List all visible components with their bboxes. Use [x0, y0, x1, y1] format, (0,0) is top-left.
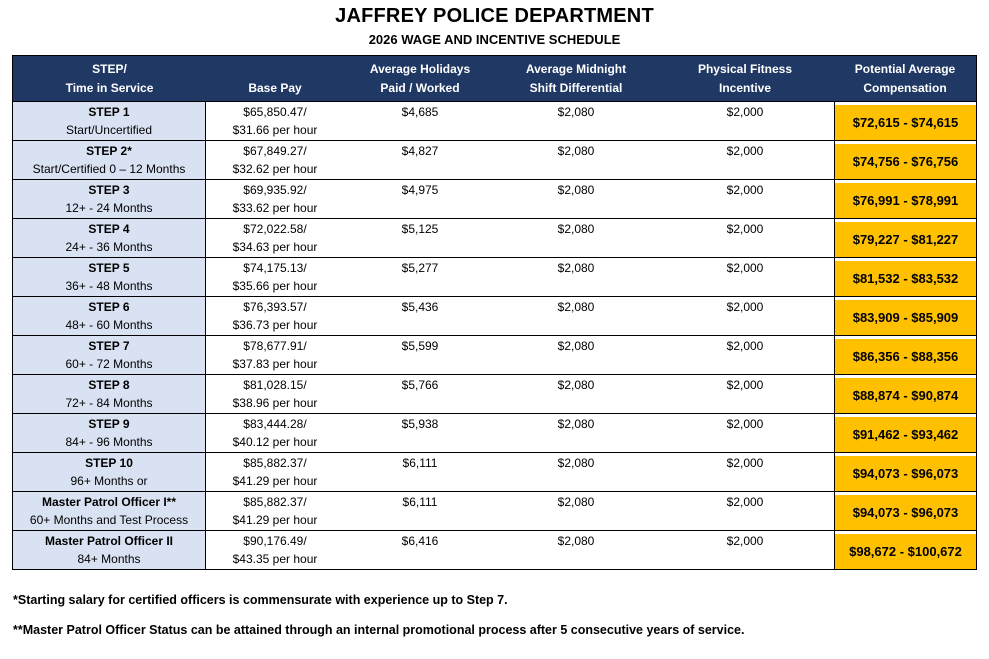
holidays-cell: $5,599 [401, 339, 439, 353]
base-pay-cell [206, 336, 344, 374]
step-cell [13, 297, 206, 335]
base-annual-value: $90,176.49/ [243, 534, 307, 548]
compensation-highlight: $81,532 - $83,532 [835, 261, 976, 296]
table-header-row [13, 56, 976, 101]
service-label: 96+ Months or [70, 474, 148, 488]
step-cell [13, 414, 206, 452]
compensation-cell [834, 219, 976, 257]
midnight-differential-cell: $2,080 [557, 378, 595, 392]
service-label: 24+ - 36 Months [65, 240, 153, 254]
wage-table [12, 55, 977, 570]
step-cell [13, 531, 206, 569]
fitness-incentive-cell: $2,000 [726, 417, 764, 431]
step-label: STEP 2* [86, 144, 132, 158]
fitness-incentive-cell: $2,000 [726, 222, 764, 236]
step-cell [13, 102, 206, 140]
column-header-fitness [656, 56, 834, 101]
compensation-cell [834, 258, 976, 296]
column-header-holidays-line2: Paid / Worked [380, 80, 460, 95]
step-cell [13, 453, 206, 491]
compensation-highlight: $72,615 - $74,615 [835, 105, 976, 140]
column-header-compensation-line2: Compensation [863, 80, 947, 95]
compensation-highlight: $74,756 - $76,756 [835, 144, 976, 179]
midnight-differential-cell: $2,080 [557, 456, 595, 470]
service-label: 12+ - 24 Months [65, 201, 153, 215]
table-row [13, 140, 976, 179]
midnight-differential-cell: $2,080 [557, 417, 595, 431]
base-annual-value: $76,393.57/ [243, 300, 307, 314]
base-hourly-value: $38.96 per hour [232, 396, 318, 410]
base-annual-value: $69,935.92/ [243, 183, 307, 197]
step-cell [13, 492, 206, 530]
midnight-differential-cell: $2,080 [557, 144, 595, 158]
fitness-incentive-cell: $2,000 [726, 339, 764, 353]
page-subtitle: 2026 WAGE AND INCENTIVE SCHEDULE [368, 32, 621, 47]
compensation-cell [834, 180, 976, 218]
service-label: 60+ Months and Test Process [29, 513, 189, 527]
base-hourly-value: $36.73 per hour [232, 318, 318, 332]
midnight-differential-cell: $2,080 [557, 261, 595, 275]
page [0, 5, 989, 637]
midnight-differential-cell: $2,080 [557, 105, 595, 119]
column-header-fitness-line2: Incentive [718, 80, 772, 95]
base-annual-value: $74,175.13/ [243, 261, 307, 275]
compensation-cell [834, 336, 976, 374]
compensation-cell [834, 414, 976, 452]
step-label: STEP 7 [88, 339, 130, 353]
compensation-cell [834, 375, 976, 413]
table-row [13, 257, 976, 296]
table-row [13, 491, 976, 530]
compensation-highlight: $88,874 - $90,874 [835, 378, 976, 413]
step-cell [13, 375, 206, 413]
step-cell [13, 141, 206, 179]
holidays-cell: $6,111 [402, 456, 438, 470]
service-label: 84+ - 96 Months [65, 435, 153, 449]
step-label: STEP 6 [88, 300, 130, 314]
table-row [13, 452, 976, 491]
step-label: STEP 5 [88, 261, 130, 275]
column-header-compensation [834, 56, 976, 101]
compensation-cell [834, 102, 976, 140]
service-label: Start/Certified 0 – 12 Months [32, 162, 186, 176]
base-hourly-value: $31.66 per hour [232, 123, 318, 137]
compensation-highlight: $91,462 - $93,462 [835, 417, 976, 452]
base-pay-cell [206, 258, 344, 296]
compensation-highlight: $94,073 - $96,073 [835, 456, 976, 491]
column-header-midnight-line1: Average Midnight [525, 61, 627, 76]
holidays-cell: $5,125 [401, 222, 439, 236]
base-pay-cell [206, 219, 344, 257]
step-label: Master Patrol Officer II [44, 534, 174, 548]
footnotes [13, 593, 989, 637]
fitness-incentive-cell: $2,000 [726, 495, 764, 509]
compensation-highlight: $83,909 - $85,909 [835, 300, 976, 335]
table-row [13, 413, 976, 452]
step-cell [13, 336, 206, 374]
column-header-midnight [496, 56, 656, 101]
table-row [13, 296, 976, 335]
holidays-cell: $5,277 [401, 261, 439, 275]
base-hourly-value: $40.12 per hour [232, 435, 318, 449]
base-pay-cell [206, 531, 344, 569]
compensation-highlight: $86,356 - $88,356 [835, 339, 976, 374]
holidays-cell: $5,766 [401, 378, 439, 392]
base-pay-cell [206, 180, 344, 218]
base-annual-value: $78,677.91/ [243, 339, 307, 353]
table-row [13, 335, 976, 374]
column-header-base-pay-line2: Base Pay [248, 80, 302, 95]
base-hourly-value: $43.35 per hour [232, 552, 318, 566]
fitness-incentive-cell: $2,000 [726, 144, 764, 158]
base-hourly-value: $37.83 per hour [232, 357, 318, 371]
step-label: STEP 9 [88, 417, 130, 431]
base-hourly-value: $41.29 per hour [232, 474, 318, 488]
holidays-cell: $6,111 [402, 495, 438, 509]
fitness-incentive-cell: $2,000 [726, 456, 764, 470]
column-header-step-line2: Time in Service [65, 80, 154, 95]
step-label: STEP 3 [88, 183, 130, 197]
table-row [13, 179, 976, 218]
footnote-master-patrol: **Master Patrol Officer Status can be attained through an internal promotional process after 5 consecutive years of service. [13, 623, 745, 637]
base-hourly-value: $35.66 per hour [232, 279, 318, 293]
base-annual-value: $65,850.47/ [243, 105, 307, 119]
holidays-cell: $4,685 [401, 105, 439, 119]
base-hourly-value: $33.62 per hour [232, 201, 318, 215]
fitness-incentive-cell: $2,000 [726, 378, 764, 392]
column-header-holidays-line1: Average Holidays [369, 61, 471, 76]
table-body [13, 101, 976, 569]
compensation-cell [834, 297, 976, 335]
fitness-incentive-cell: $2,000 [726, 183, 764, 197]
column-header-base-pay-line1 [206, 60, 344, 79]
service-label: 84+ Months [77, 552, 141, 566]
fitness-incentive-cell: $2,000 [726, 300, 764, 314]
midnight-differential-cell: $2,080 [557, 222, 595, 236]
fitness-incentive-cell: $2,000 [726, 261, 764, 275]
service-label: Start/Uncertified [65, 123, 153, 137]
midnight-differential-cell: $2,080 [557, 339, 595, 353]
holidays-cell: $4,975 [401, 183, 439, 197]
table-row [13, 101, 976, 140]
service-label: 60+ - 72 Months [65, 357, 153, 371]
fitness-incentive-cell: $2,000 [726, 534, 764, 548]
compensation-highlight: $98,672 - $100,672 [835, 534, 976, 569]
table-row [13, 218, 976, 257]
holidays-cell: $4,827 [401, 144, 439, 158]
holidays-cell: $5,436 [401, 300, 439, 314]
compensation-highlight: $76,991 - $78,991 [835, 183, 976, 218]
step-cell [13, 219, 206, 257]
compensation-cell [834, 531, 976, 569]
column-header-step [13, 56, 206, 101]
service-label: 72+ - 84 Months [65, 396, 153, 410]
step-label: Master Patrol Officer I** [41, 495, 177, 509]
midnight-differential-cell: $2,080 [557, 495, 595, 509]
compensation-highlight: $79,227 - $81,227 [835, 222, 976, 257]
base-pay-cell [206, 102, 344, 140]
fitness-incentive-cell: $2,000 [726, 105, 764, 119]
base-hourly-value: $34.63 per hour [232, 240, 318, 254]
page-title: JAFFREY POLICE DEPARTMENT [335, 5, 654, 27]
holidays-cell: $5,938 [401, 417, 439, 431]
base-annual-value: $72,022.58/ [243, 222, 307, 236]
footnote-certified-officers: *Starting salary for certified officers is commensurate with experience up to Step 7. [13, 593, 508, 607]
base-annual-value: $81,028.15/ [243, 378, 307, 392]
step-label: STEP 4 [88, 222, 130, 236]
base-annual-value: $67,849.27/ [243, 144, 307, 158]
step-label: STEP 10 [85, 456, 133, 470]
column-header-midnight-line2: Shift Differential [529, 80, 623, 95]
step-label: STEP 8 [88, 378, 130, 392]
service-label: 48+ - 60 Months [65, 318, 153, 332]
column-header-base-pay [206, 56, 344, 101]
service-label: 36+ - 48 Months [65, 279, 153, 293]
column-header-compensation-line1: Potential Average [854, 61, 956, 76]
compensation-cell [834, 492, 976, 530]
column-header-step-line1: STEP/ [92, 61, 127, 76]
table-row [13, 530, 976, 569]
step-cell [13, 180, 206, 218]
base-pay-cell [206, 141, 344, 179]
step-cell [13, 258, 206, 296]
base-annual-value: $85,882.37/ [243, 495, 307, 509]
base-pay-cell [206, 414, 344, 452]
holidays-cell: $6,416 [401, 534, 439, 548]
compensation-highlight: $94,073 - $96,073 [835, 495, 976, 530]
step-label: STEP 1 [88, 105, 130, 119]
base-annual-value: $85,882.37/ [243, 456, 307, 470]
compensation-cell [834, 141, 976, 179]
column-header-holidays [344, 56, 496, 101]
table-row [13, 374, 976, 413]
base-pay-cell [206, 297, 344, 335]
midnight-differential-cell: $2,080 [557, 183, 595, 197]
base-annual-value: $83,444.28/ [243, 417, 307, 431]
base-pay-cell [206, 453, 344, 491]
base-hourly-value: $41.29 per hour [232, 513, 318, 527]
column-header-fitness-line1: Physical Fitness [697, 61, 793, 76]
midnight-differential-cell: $2,080 [557, 300, 595, 314]
base-pay-cell [206, 492, 344, 530]
base-pay-cell [206, 375, 344, 413]
compensation-cell [834, 453, 976, 491]
base-hourly-value: $32.62 per hour [232, 162, 318, 176]
midnight-differential-cell: $2,080 [557, 534, 595, 548]
